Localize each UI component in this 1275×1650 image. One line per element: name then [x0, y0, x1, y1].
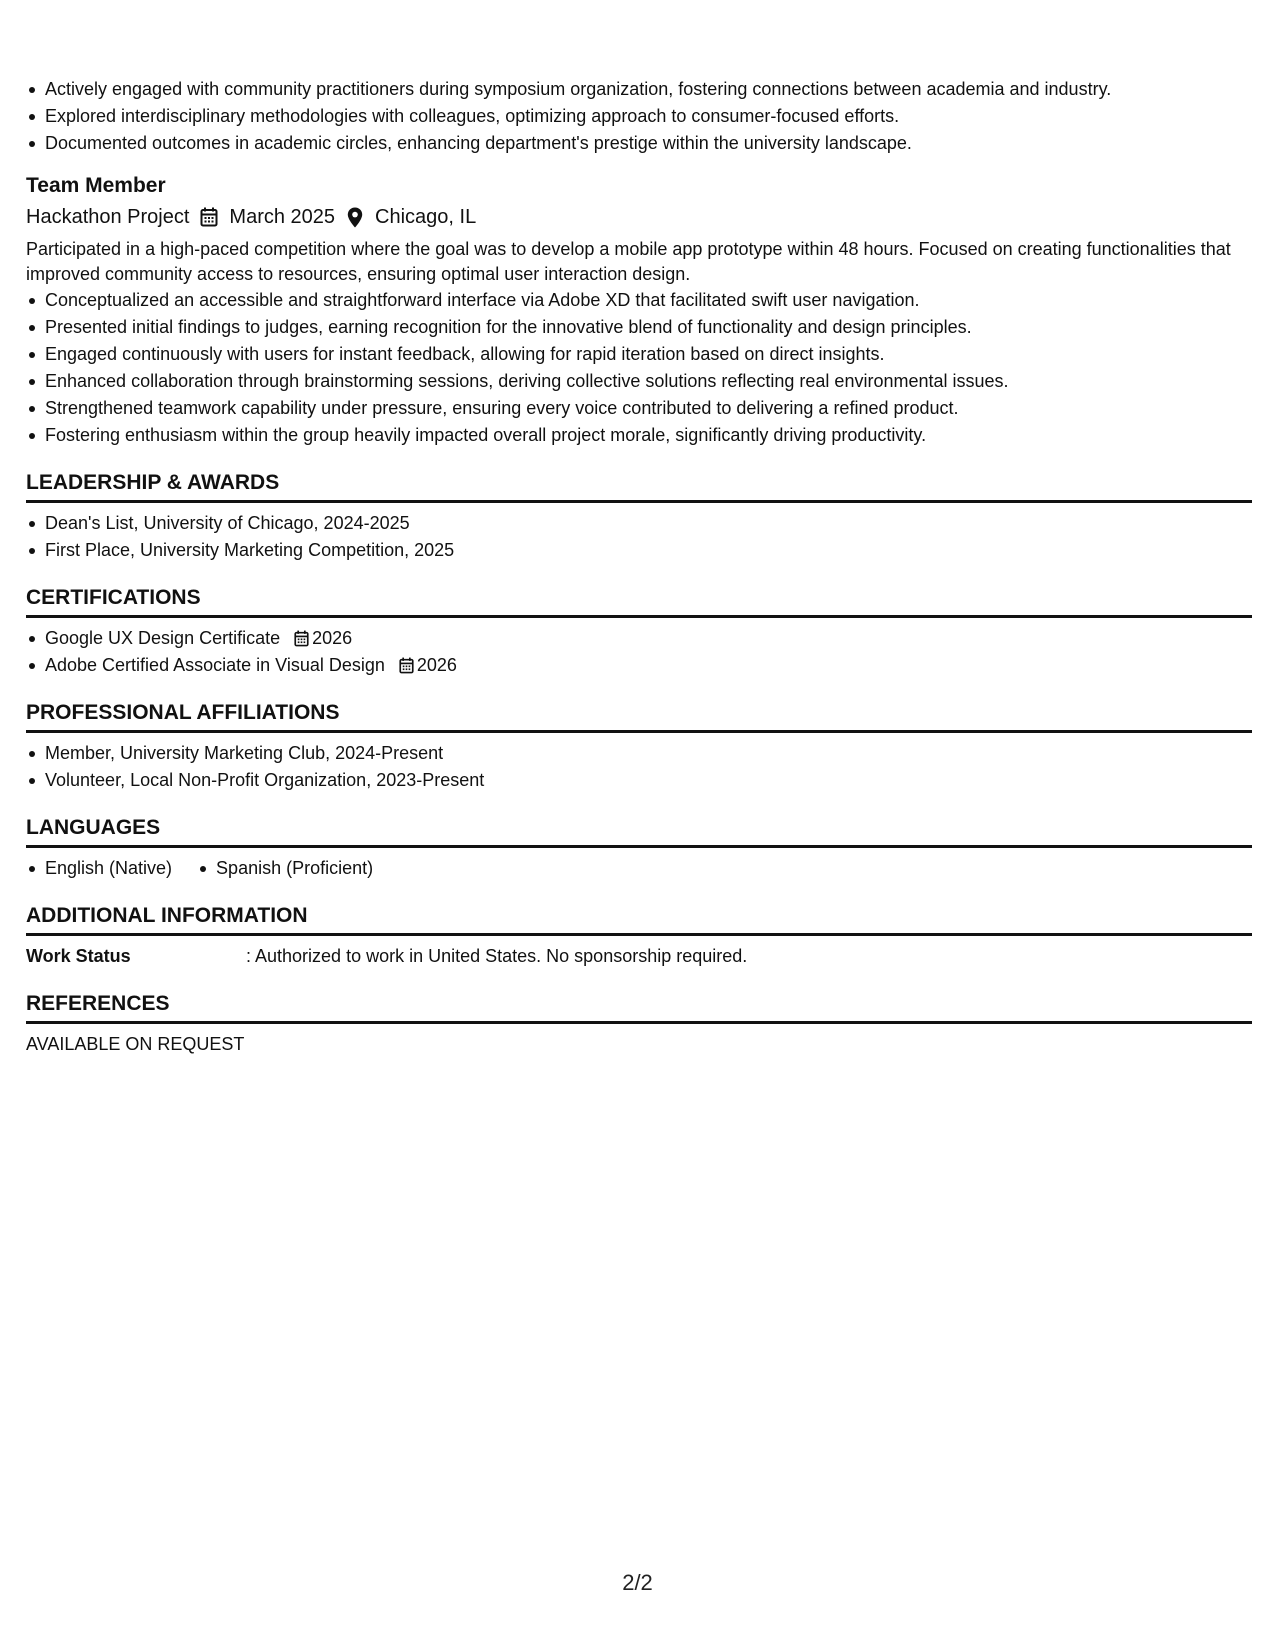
list-item: Actively engaged with community practitioners during symposium organization, fostering connections between academia and industry.	[26, 76, 1252, 103]
section-title: ADDITIONAL INFORMATION	[26, 902, 1252, 936]
references-text: AVAILABLE ON REQUEST	[26, 1034, 245, 1054]
page-number: 2/2	[622, 1570, 653, 1595]
role-title: Team Member	[26, 174, 166, 197]
list-item	[26, 625, 1252, 652]
section-title: PROFESSIONAL AFFILIATIONS	[26, 699, 1252, 733]
list-item: Engaged continuously with users for instant feedback, allowing for rapid iteration based on direct insights.	[26, 341, 1252, 368]
role-location: Chicago, IL	[375, 206, 477, 228]
previous-role-bullets	[26, 76, 1252, 157]
list-item: Conceptualized an accessible and straightforward interface via Adobe XD that facilitated swift user navigation.	[26, 287, 1252, 314]
resume-content	[26, 76, 1252, 1058]
list-item: Fostering enthusiasm within the group heavily impacted overall project morale, significantly driving productivity.	[26, 422, 1252, 449]
experience-entry	[26, 171, 1252, 449]
organization: Hackathon Project	[26, 206, 190, 228]
list-item: First Place, University Marketing Competition, 2025	[26, 537, 1252, 564]
list-item: English (Native)	[26, 855, 172, 882]
list-item: Explored interdisciplinary methodologies with colleagues, optimizing approach to consumer-focused efforts.	[26, 103, 1252, 130]
section-title: REFERENCES	[26, 990, 1252, 1024]
work-status-value: : Authorized to work in United States. No sponsorship required.	[246, 946, 748, 966]
role-date: March 2025	[229, 206, 336, 228]
section-title: CERTIFICATIONS	[26, 584, 1252, 618]
list-item: Enhanced collaboration through brainstorming sessions, deriving collective solutions reflecting real environmental issues.	[26, 368, 1252, 395]
certificate-year: 2026	[312, 628, 353, 648]
calendar-icon	[294, 630, 309, 647]
affiliations-section	[26, 699, 1252, 794]
role-bullets	[26, 287, 1252, 449]
references-section	[26, 990, 1252, 1058]
list-item: Strengthened teamwork capability under pressure, ensuring every voice contributed to delivering a refined product.	[26, 395, 1252, 422]
list-item	[26, 652, 1252, 679]
certificate-year: 2026	[416, 655, 457, 675]
map-pin-icon	[335, 207, 375, 228]
calendar-icon	[189, 207, 229, 227]
work-status-row	[26, 943, 1252, 970]
additional-info-section	[26, 902, 1252, 970]
certificate-name: Adobe Certified Associate in Visual Design	[45, 655, 385, 675]
work-status-label: Work Status	[26, 946, 131, 966]
certificate-name: Google UX Design Certificate	[45, 628, 281, 648]
role-description: Participated in a high-paced competition where the goal was to develop a mobile app prototype within 48 hours. Focused on creating functionalities that improved community access to resources, ensuring optimal user interaction design.	[26, 239, 1231, 284]
leadership-section	[26, 469, 1252, 564]
role-meta	[26, 201, 1252, 233]
list-item: Member, University Marketing Club, 2024-Present	[26, 740, 1252, 767]
list-item: Documented outcomes in academic circles, enhancing department's prestige within the university landscape.	[26, 130, 1252, 157]
section-title: LEADERSHIP & AWARDS	[26, 469, 1252, 503]
languages-section	[26, 814, 1252, 882]
certifications-section	[26, 584, 1252, 679]
list-item: Volunteer, Local Non-Profit Organization, 2023-Present	[26, 767, 1252, 794]
list-item: Dean's List, University of Chicago, 2024-2025	[26, 510, 1252, 537]
list-item: Presented initial findings to judges, earning recognition for the innovative blend of functionality and design principles.	[26, 314, 1252, 341]
list-item: Spanish (Proficient)	[197, 855, 373, 882]
calendar-icon	[399, 657, 414, 674]
section-title: LANGUAGES	[26, 814, 1252, 848]
